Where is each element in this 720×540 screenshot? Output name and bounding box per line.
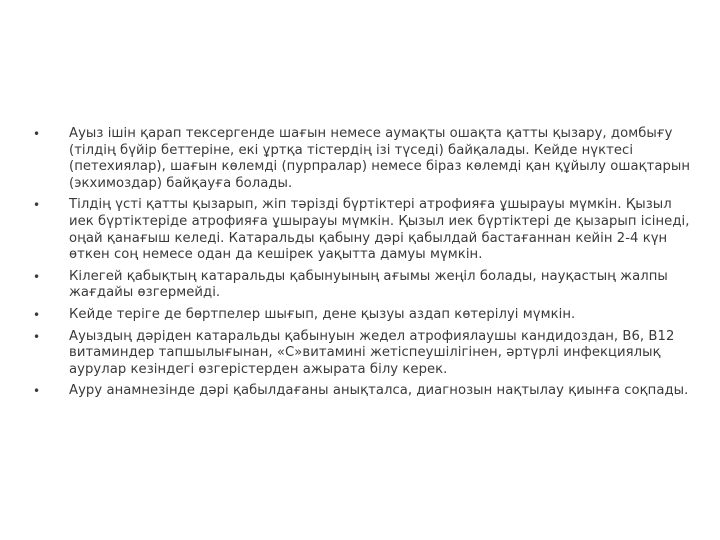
bullet-text: Ауру анамнезінде дәрі қабылдағаны анықталса, диагнозын нақтылау қиынға соқпады. xyxy=(69,383,689,399)
bullet-item xyxy=(33,383,693,400)
bullet-item xyxy=(33,269,693,302)
bullet-item xyxy=(33,126,693,192)
bullet-dot-icon: • xyxy=(33,329,41,344)
bullet-item xyxy=(33,329,693,379)
bullet-text: Тілдің үсті қатты қызарып, жіп тәрізді бүртіктері атрофияға ұшырауы мүмкін. Қызыл иек бүртіктеріде атрофияға ұшырауы мүмкін. Қызыл иек бүртіктері де қызарып ісінеді, оңай қанағыш келеді. Катаральды қабыну дәрі қабылдай бастағаннан кейін 2-4 күн өткен соң немесе одан да кешірек уақытта дамуы мүмкін. xyxy=(69,197,690,263)
bullet-text: Ауыздың дәріден катаральды қабынуын жедел атрофиялаушы кандидоздан, B6, B12 витаминдер тапшылығынан, «С»витамині жетіспеушілігінен, әртүрлі инфекциялық аурулар кезіндегі өзгерістерден ажырата білу керек. xyxy=(69,328,675,377)
bullet-dot-icon: • xyxy=(33,269,41,284)
bullet-item xyxy=(33,307,693,324)
bullet-dot-icon: • xyxy=(33,307,41,322)
bullet-dot-icon: • xyxy=(33,198,41,213)
bullet-list xyxy=(33,126,693,405)
bullet-text: Кілегей қабықтың катаральды қабынуының ағымы жеңіл болады, науқастың жалпы жағдайы өзгермейді. xyxy=(69,268,668,301)
bullet-dot-icon: • xyxy=(33,384,41,399)
bullet-text: Кейде теріге де бөртпелер шығып, дене қызуы аздап көтерілуі мүмкін. xyxy=(69,306,576,322)
bullet-item xyxy=(33,197,693,263)
bullet-dot-icon: • xyxy=(33,127,41,141)
bullet-text: Ауыз ішін қарап тексергенде шағын немесе аумақты ошақта қатты қызару, домбығу (тілдің бүйір беттеріне, екі ұртқа тістердің ізі түседі) байқалады. Кейде нүктесі (петехиялар), шағын көлемді (пурпралар) немесе біраз көлемді қан құйылу ошақтарын (экхимоздар) байқауға болады. xyxy=(69,126,691,191)
